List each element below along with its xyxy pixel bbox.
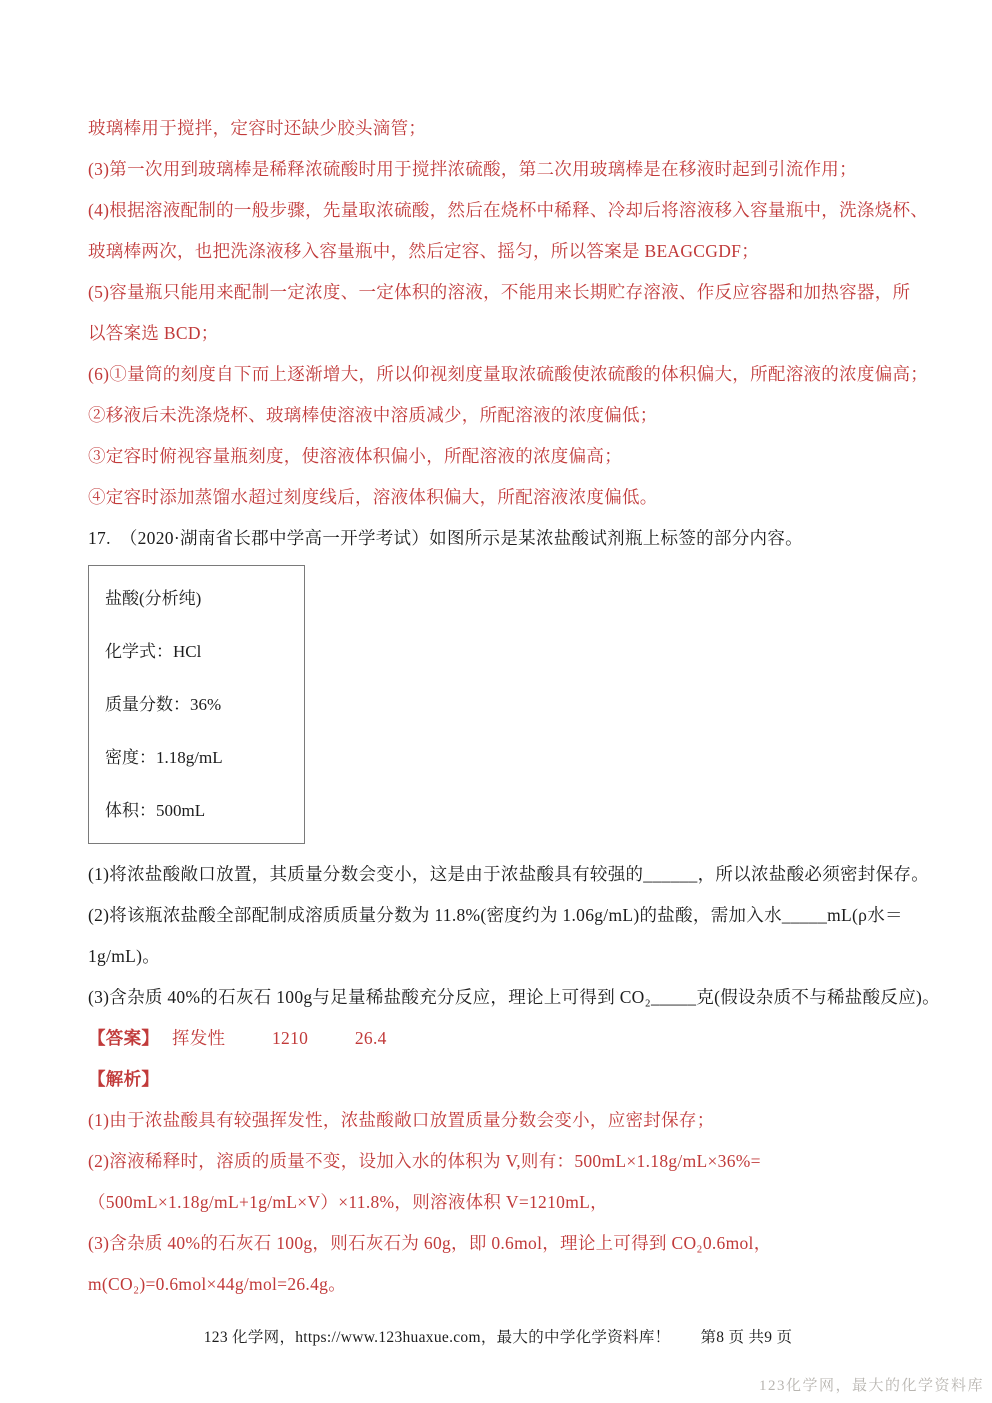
analysis-line: （500mL×1.18g/mL+1g/mL×V）×11.8%，则溶液体积 V=1210mL，	[88, 1192, 608, 1212]
analysis-label: 【解析】	[88, 1069, 160, 1089]
solution-line: 玻璃棒用于搅拌，定容时还缺少胶头滴管；	[88, 118, 427, 138]
solution-line: (4)根据溶液配制的一般步骤，先量取浓硫酸，然后在烧杯中稀释、冷却后将溶液移入容量瓶中，洗涤烧杯、	[88, 200, 929, 220]
solution-line: ②移液后未洗涤烧杯、玻璃棒使溶液中溶质减少，所配溶液的浓度偏低；	[88, 405, 658, 425]
reagent-label-line: 化学式：HCl	[105, 642, 202, 661]
reagent-label-line: 质量分数：36%	[105, 695, 222, 714]
answer-value-2: 1210	[271, 1028, 309, 1048]
question-17-heading: 17. （2020·湖南省长郡中学高一开学考试）如图所示是某浓盐酸试剂瓶上标签的部分内容。	[88, 528, 803, 548]
solution-line: (3)第一次用到玻璃棒是稀释浓硫酸时用于搅拌浓硫酸，第二次用玻璃棒是在移液时起到引流作用；	[88, 159, 857, 179]
reagent-label-line: 体积：500mL	[105, 801, 206, 820]
watermark-text: 123化学网，最大的化学资料库	[758, 1378, 984, 1394]
analysis-line: m(CO₂)=0.6mol×44g/mol=26.4g。	[88, 1274, 346, 1294]
subquestion-line: 1g/mL)。	[88, 946, 161, 966]
analysis-line: (1)由于浓盐酸具有较强挥发性，浓盐酸敞口放置质量分数会变小，应密封保存；	[88, 1110, 715, 1130]
reagent-label-line: 盐酸(分析纯)	[105, 589, 202, 608]
footer-page-number: 第8 页 共9 页	[700, 1329, 793, 1346]
answer-value-3: 26.4	[354, 1028, 387, 1048]
page-footer	[88, 1325, 908, 1347]
answer-line	[88, 1018, 908, 1059]
subquestion-line: (3)含杂质 40%的石灰石 100g与足量稀盐酸充分反应，理论上可得到 CO₂_____克(假设杂质不与稀盐酸反应)。	[88, 987, 940, 1007]
question-17-subquestions	[88, 854, 940, 1018]
analysis-line: (3)含杂质 40%的石灰石 100g，则石灰石为 60g，即 0.6mol，理论上可得到 CO₂0.6mol，	[88, 1233, 772, 1253]
solution-16-block	[88, 108, 929, 518]
reagent-label-line: 密度：1.18g/mL	[105, 748, 223, 767]
reagent-label-box	[88, 565, 305, 844]
solution-line: ③定容时俯视容量瓶刻度，使溶液体积偏小，所配溶液的浓度偏高；	[88, 446, 622, 466]
answer-label: 【答案】	[88, 1028, 160, 1048]
footer-site-text: 123 化学网，https://www.123huaxue.com，最大的中学化学资料库！	[203, 1329, 671, 1346]
solution-line: 以答案选 BCD；	[88, 323, 219, 343]
solution-line: (5)容量瓶只能用来配制一定浓度、一定体积的溶液，不能用来长期贮存溶液、作反应容器和加热容器，所	[88, 282, 911, 302]
subquestion-line: (1)将浓盐酸敞口放置，其质量分数会变小，这是由于浓盐酸具有较强的______，所以浓盐酸必须密封保存。	[88, 864, 930, 884]
solution-line: (6)①量筒的刻度自下而上逐渐增大，所以仰视刻度量取浓硫酸使浓硫酸的体积偏大，所配溶液的浓度偏高；	[88, 364, 929, 384]
answer-value-1: 挥发性	[171, 1028, 226, 1048]
analysis-block	[88, 1100, 908, 1305]
analysis-line: (2)溶液稀释时，溶质的质量不变，设加入水的体积为 V,则有：500mL×1.18g/mL×36%=	[88, 1151, 761, 1171]
solution-line: ④定容时添加蒸馏水超过刻度线后，溶液体积偏大，所配溶液浓度偏低。	[88, 487, 658, 507]
solution-line: 玻璃棒两次，也把洗涤液移入容量瓶中，然后定容、摇匀，所以答案是 BEAGCGDF；	[88, 241, 759, 261]
subquestion-line: (2)将该瓶浓盐酸全部配制成溶质质量分数为 11.8%(密度约为 1.06g/mL)的盐酸，需加入水_____mL(ρ水＝	[88, 905, 903, 925]
